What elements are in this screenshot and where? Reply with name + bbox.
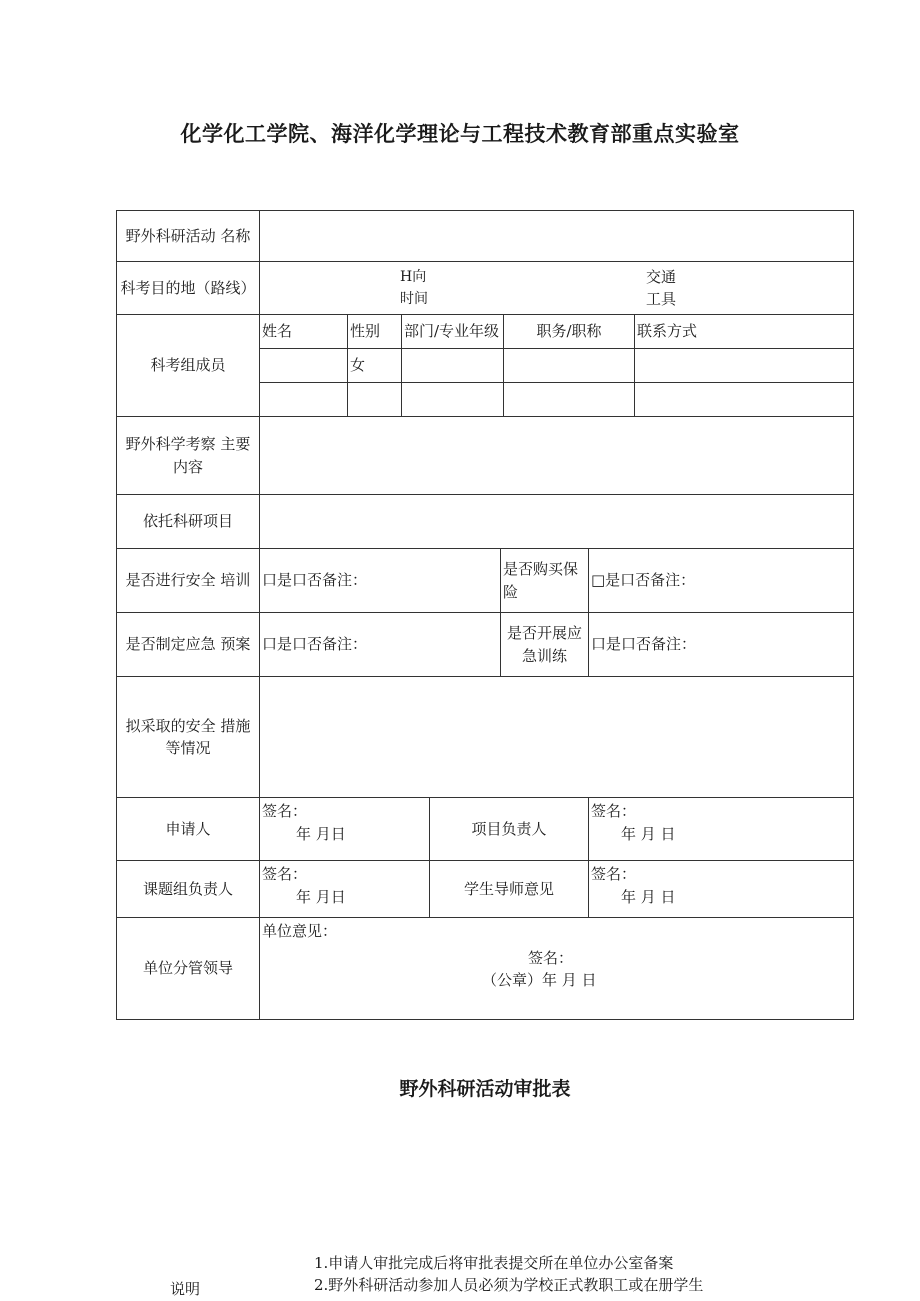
row-safety-training xyxy=(117,549,854,613)
member-title-field[interactable] xyxy=(504,349,635,383)
form-subtitle: 野外科研活动审批表 xyxy=(399,1078,571,1100)
measures-field[interactable] xyxy=(260,677,854,798)
unit-date-text: （公章）年 月 日 xyxy=(482,971,597,989)
signature-label: 签名： xyxy=(591,865,637,883)
member-name-field[interactable] xyxy=(260,349,348,383)
emergency-plan-options[interactable]: 口是口否备注： xyxy=(260,613,501,677)
date-text: 年 月 日 xyxy=(621,887,676,906)
advisor-signature-cell[interactable] xyxy=(589,861,854,918)
row-project xyxy=(117,495,854,549)
member-contact-field[interactable] xyxy=(635,383,854,417)
members-col-dept: 部门/专业年级 xyxy=(402,315,504,349)
row-members-header xyxy=(117,315,854,349)
applicant-signature-cell[interactable] xyxy=(260,798,430,861)
content-field[interactable] xyxy=(260,417,854,495)
destination-row-cell xyxy=(260,262,854,315)
emergency-drill-label: 是否开展应急训练 xyxy=(501,613,589,677)
note-item: 1.申请人审批完成后将审批表提交所在单位办公室备案 xyxy=(314,1254,674,1272)
project-field[interactable] xyxy=(260,495,854,549)
unit-opinion-cell[interactable] xyxy=(260,918,854,1020)
member-contact-field[interactable] xyxy=(635,349,854,383)
row-destination xyxy=(117,262,854,315)
insurance-label: 是否购买保险 xyxy=(501,549,589,613)
members-col-contact: 联系方式 xyxy=(635,315,854,349)
row-activity-name xyxy=(117,211,854,262)
members-col-title: 职务/职称 xyxy=(504,315,635,349)
row-measures xyxy=(117,677,854,798)
date-text: 年 月日 xyxy=(296,887,346,906)
group-leader-label: 课题组负责人 xyxy=(117,861,260,918)
content-label: 野外科学考察 主要内容 xyxy=(117,417,260,495)
unit-opinion-label: 单位意见： xyxy=(262,922,338,940)
applicant-label: 申请人 xyxy=(117,798,260,861)
row-emergency xyxy=(117,613,854,677)
transport-label: 交通 工具 xyxy=(646,268,677,308)
member-gender-field[interactable]: 女 xyxy=(348,349,402,383)
notes-label: 说明 xyxy=(170,1280,201,1298)
members-label: 科考组成员 xyxy=(117,315,260,417)
departure-time-label: H向 时间 xyxy=(400,269,428,307)
safety-training-options[interactable]: 口是口否备注： xyxy=(260,549,501,613)
notes-list xyxy=(314,1252,703,1296)
activity-name-label: 野外科研活动 名称 xyxy=(117,211,260,262)
unit-signature-label: 签名： xyxy=(528,948,574,967)
member-dept-field[interactable] xyxy=(402,383,504,417)
emergency-drill-options[interactable]: 口是口否备注： xyxy=(589,613,854,677)
activity-name-field[interactable] xyxy=(260,211,854,262)
destination-label: 科考目的地（路线） xyxy=(117,262,260,315)
member-title-field[interactable] xyxy=(504,383,635,417)
safety-training-label: 是否进行安全 培训 xyxy=(117,549,260,613)
project-label: 依托科研项目 xyxy=(117,495,260,549)
members-col-gender: 性别 xyxy=(348,315,402,349)
signature-label: 签名： xyxy=(262,802,308,820)
project-leader-label: 项目负责人 xyxy=(430,798,589,861)
date-text: 年 月 日 xyxy=(621,824,676,843)
emergency-plan-label: 是否制定应急 预案 xyxy=(117,613,260,677)
signature-label: 签名： xyxy=(591,802,637,820)
signature-label: 签名： xyxy=(262,865,308,883)
note-item: 2.野外科研活动参加人员必须为学校正式教职工或在册学生 xyxy=(314,1276,704,1294)
approval-form-table xyxy=(116,210,854,1020)
insurance-options[interactable]: □是口否备注： xyxy=(589,549,854,613)
members-col-name: 姓名 xyxy=(260,315,348,349)
page-title: 化学化工学院、海洋化学理论与工程技术教育部重点实验室 xyxy=(180,122,740,146)
row-group-leader xyxy=(117,861,854,918)
group-leader-signature-cell[interactable] xyxy=(260,861,430,918)
member-name-field[interactable] xyxy=(260,383,348,417)
date-text: 年 月日 xyxy=(296,824,346,843)
row-unit-leader xyxy=(117,918,854,1020)
measures-label: 拟采取的安全 措施等情况 xyxy=(117,677,260,798)
row-applicant xyxy=(117,798,854,861)
member-dept-field[interactable] xyxy=(402,349,504,383)
member-gender-field[interactable] xyxy=(348,383,402,417)
advisor-label: 学生导师意见 xyxy=(430,861,589,918)
unit-leader-label: 单位分管领导 xyxy=(117,918,260,1020)
project-leader-signature-cell[interactable] xyxy=(589,798,854,861)
row-content xyxy=(117,417,854,495)
